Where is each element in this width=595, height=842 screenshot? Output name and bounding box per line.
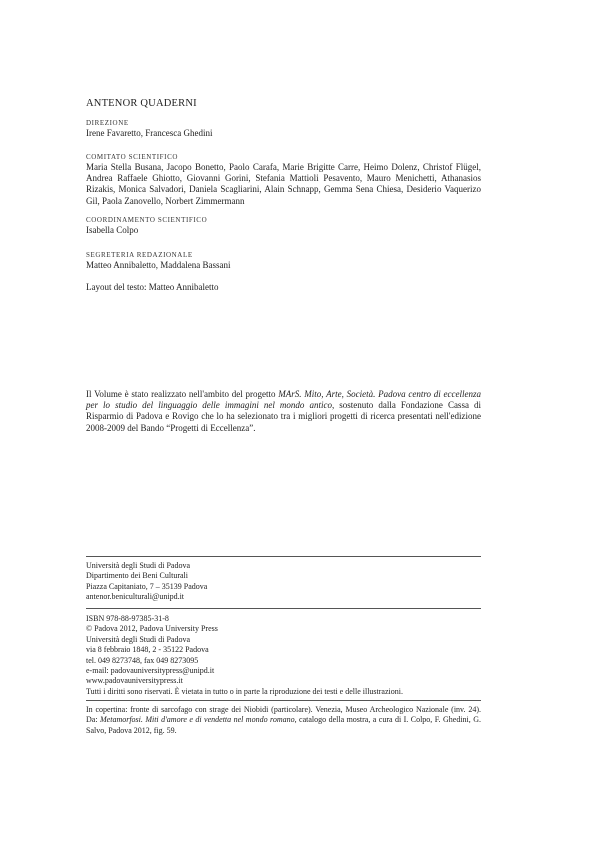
publisher-email: e-mail: padovauniversitypress@unipd.it bbox=[86, 666, 215, 676]
layout-credit: Layout del testo: Matteo Annibaletto bbox=[86, 282, 219, 292]
series-title: ANTENOR QUADERNI bbox=[86, 98, 197, 109]
comitato-text: Maria Stella Busana, Jacopo Bonetto, Paolo Carafa, Marie Brigitte Carre, Heimo Dolenz, Christof Flügel, Andrea Raffaele Ghiotto, Giovanni Gorini, Stefania Mattioli Pesavento, Mauro Menichetti, Athanasios Rizakis, Monica Salvadori, Daniela Scagliarini, Alain Schnapp, Gemma Sena Chiesa, Desiderio Vaquerizo Gil, Paola Zanovello, Norbert Zimmermann bbox=[86, 162, 481, 206]
coordinamento-section bbox=[86, 215, 481, 236]
cover-note bbox=[86, 705, 481, 736]
volume-note-text-end: , sostenuto dalla Fondazione Cassa di Risparmio di Padova e Rovigo che lo ha selezionato tra i migliori progetti di ricerca presentati nell'edizione 2008-2009 del Bando “Progetti di Eccellenza”. bbox=[86, 400, 481, 433]
comitato-heading: COMITATO SCIENTIFICO bbox=[86, 153, 179, 161]
direzione-text: Irene Favaretto, Francesca Ghedini bbox=[86, 128, 213, 138]
address-line: Università degli Studi di Padova bbox=[86, 561, 190, 570]
publisher-address: via 8 febbraio 1848, 2 - 35122 Padova bbox=[86, 645, 209, 655]
publisher-info bbox=[86, 614, 481, 697]
segreteria-section bbox=[86, 250, 481, 271]
cover-note-text-end: , catalogo della mostra, a cura di I. Colpo, F. Ghedini, G. Salvo, Padova 2012, fig. 59. bbox=[86, 715, 481, 735]
rights-notice: Tutti i diritti sono riservati. È vietata in tutto o in parte la riproduzione dei testi e delle illustrazioni. bbox=[86, 686, 403, 696]
cover-note-text: In copertina: fronte di sarcofago con strage dei Niobidi (particolare). Venezia, Museo Archeologico Nazionale (inv. 24). Da: bbox=[86, 705, 481, 725]
coordinamento-text: Isabella Colpo bbox=[86, 225, 139, 235]
comitato-section bbox=[86, 152, 481, 207]
address-line: Piazza Capitaniato, 7 – 35139 Padova bbox=[86, 581, 208, 591]
copyright-line: © Padova 2012, Padova University Press bbox=[86, 624, 218, 634]
publisher-website: www.padovauniversitypress.it bbox=[86, 676, 183, 686]
catalogue-title: Metamorfosi. Miti d'amore e di vendetta nel mondo romano bbox=[100, 715, 295, 725]
publisher-line: Università degli Studi di Padova bbox=[86, 634, 190, 644]
address-line: Dipartimento dei Beni Culturali bbox=[86, 571, 188, 581]
isbn: ISBN 978-88-97385-31-8 bbox=[86, 614, 169, 623]
university-address bbox=[86, 561, 481, 603]
segreteria-text: Matteo Annibaletto, Maddalena Bassani bbox=[86, 260, 231, 270]
publisher-phone: tel. 049 8273748, fax 049 8273095 bbox=[86, 655, 199, 665]
divider bbox=[86, 700, 481, 701]
volume-note bbox=[86, 389, 481, 434]
volume-note-text: Il Volume è stato realizzato nell'ambito del progetto bbox=[86, 389, 279, 399]
direzione-heading: DIREZIONE bbox=[86, 119, 129, 127]
direzione-section bbox=[86, 118, 481, 139]
segreteria-heading: SEGRETERIA REDAZIONALE bbox=[86, 251, 193, 259]
project-title: MArS. Mito, Arte, Società. Padova centro di eccellenza per lo studio del linguaggio delle immagini nel mondo antico bbox=[86, 389, 481, 411]
divider bbox=[86, 556, 481, 557]
address-email: antenor.beniculturali@unipd.it bbox=[86, 592, 185, 602]
coordinamento-heading: COORDINAMENTO SCIENTIFICO bbox=[86, 216, 208, 224]
divider bbox=[86, 608, 481, 609]
